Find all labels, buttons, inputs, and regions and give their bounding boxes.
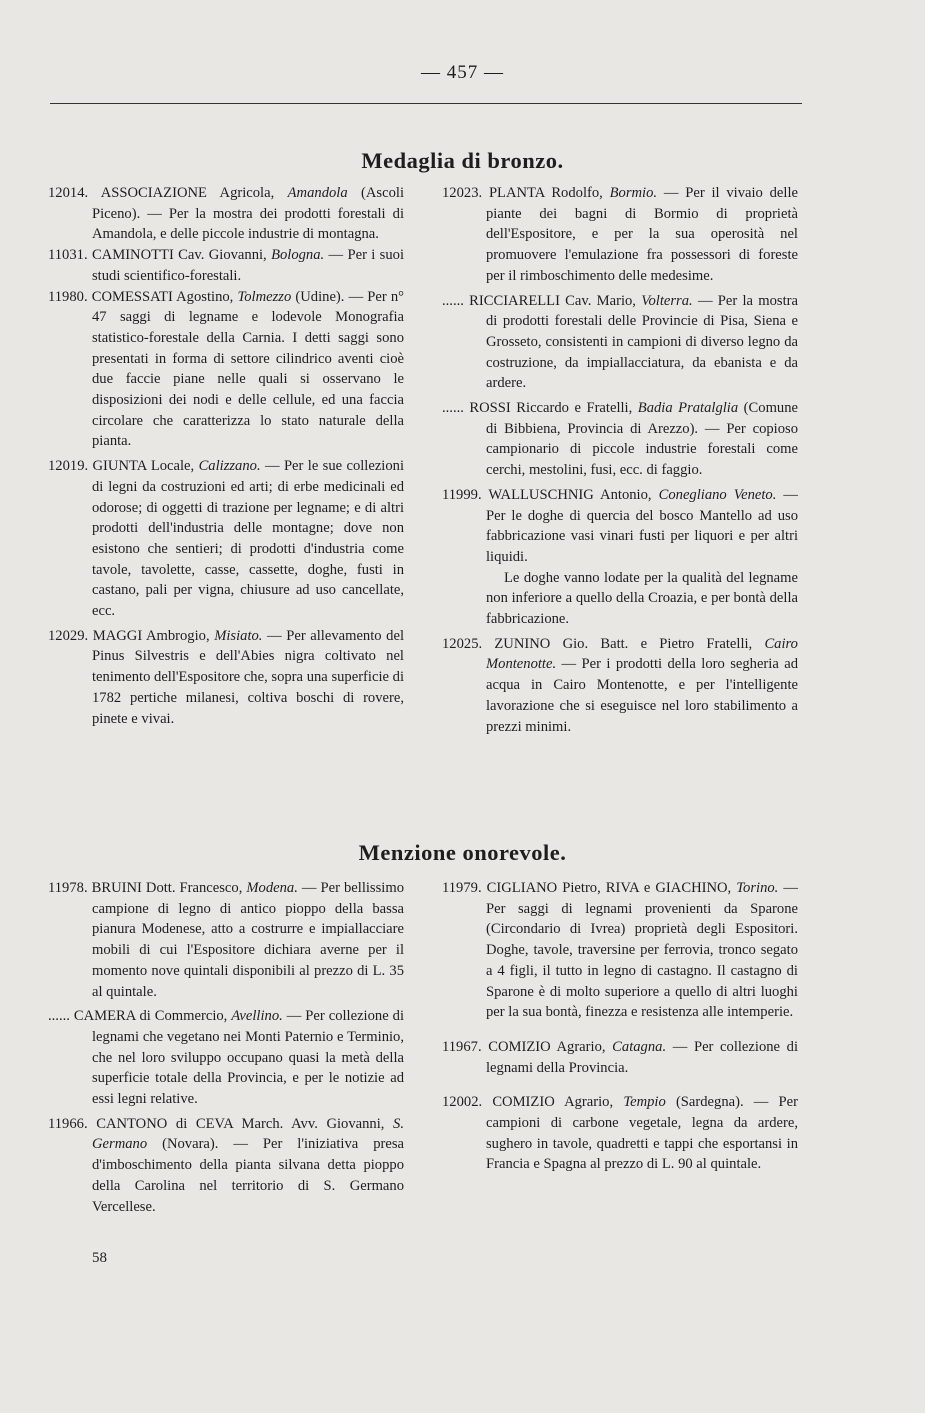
list-item: 12029. MAGGI Ambrogio, Misiato. — Per allevamento del Pinus Silvestris e dell'Abies nigra coltivato nel tenimento dell'Espositore che, sopra una superficie di 1782 pertiche milanesi, coltiva boschi di rovere, pinete e vivai. [48,627,404,727]
list-item: 11978. BRUINI Dott. Francesco, Modena. — Per bellissimo campione di legno di antico pioppo della bassa pianura Modenese, atto a costrurre e impiallacciare mobili di cui l'Espositore dichiara averne per il momento nove quintali disponibili al prezzo di L. 35 al quintale. [48,880,404,1000]
page-number: — 457 — [421,62,504,83]
list-item: 11979. CIGLIANO Pietro, RIVA e GIACHINO, Torino. — Per saggi di legnami provenienti da Sparone (Circondario di Ivrea) proprietà degli Espositori. Doghe, tavole, traversine per ferrovia, tronco segato a 4 figli, il tutto in legno di castagno. Il castagno di Sparone è di molto superiore a quello di altri luoghi per la sua bontà, finezza e resistenza alle intemperie. [442,880,798,1021]
header-rule [50,103,802,104]
list-item: ...... CAMERA di Commercio, Avellino. — Per collezione di legnami che vegetano nei Monti Paternio e Terminio, che nel loro sviluppo occupano quasi la metà della superficie totale della Provincia, e per le notizie ad essi legni relative. [48,1008,405,1108]
mention-left-column [48,878,404,1217]
list-item: ...... ROSSI Riccardo e Fratelli, Badia Pratalglia (Comune di Bibbiena, Provincia di Arezzo). — Per copioso campionario di piccole industrie forestali come cerchi, mestolini, fusi, ecc. di faggio. [442,400,798,479]
list-item: 12025. ZUNINO Gio. Batt. e Pietro Fratelli, Cairo Montenotte. — Per i prodotti della loro segheria ad acqua in Cairo Montenotte, e per l'intelligente lavorazione che si eseguisce nel loro stabilimento a prezzi minimi. [442,635,798,735]
list-item: 11966. CANTONO di CEVA March. Avv. Giovanni, S. Germano (Novara). — Per l'iniziativa presa d'imboschimento della pianta silvana detta pioppo della Carolina nel territorio di S. Germano Vercellese. [48,1115,404,1215]
entry-note: Le doghe vanno lodate per la qualità del legname non inferiore a quello della Croazia, e per bontà della fabbricazione. [486,569,798,628]
list-item: 12002. COMIZIO Agrario, Tempio (Sardegna). — Per campioni di carbone vegetale, legna da ardere, sughero in tavole, quadretti e tappi che esportansi in Francia e Spagna al prezzo di L. 90 al quintale. [442,1094,798,1173]
list-item: 11980. COMESSATI Agostino, Tolmezzo (Udine). — Per n° 47 saggi di legname e lodevole Monografia statistico-forestale della Carnia. I detti saggi sono presentati in forma di settore cilindrico aventi cioè due faccie piane nelle quali si osservano le disposizioni dei nodi e delle cellule, ed una faccia circolare che caratterizza lo stato naturale della pianta. [48,288,404,450]
mention-right-column [442,878,798,1175]
list-item: 12023. PLANTA Rodolfo, Bormio. — Per il vivaio delle piante dei bagni di Bormio di proprietà dell'Espositore, e per la sua operosità nel promuovere l'emulazione fra possessori di foreste per il rimboschimento delle medesime. [442,185,798,284]
section-heading-honorable-mention: Menzione onorevole. [358,840,567,865]
section-heading-bronze: Medaglia di bronzo. [361,148,564,173]
list-item: 12019. GIUNTA Locale, Calizzano. — Per le sue collezioni di legni da costruzioni ed arti; di erbe medicinali ed odorose; di oggetti di trazione per legname; e di altri prodotti dell'industria delle montagne; dove non esistono che sentieri; di prodotti d'industria come tavole, tavolette, casse, cassette, doghe, fusti in castano, pali per vigna, chiusure ad uso cancellate, ecc. [48,458,405,620]
bronze-left-column [48,183,404,729]
list-item: 11967. COMIZIO Agrario, Catagna. — Per collezione di legnami della Provincia. [442,1038,798,1076]
list-item: 11031. CAMINOTTI Cav. Giovanni, Bologna. — Per i suoi studi scientifico-forestali. [48,247,405,284]
list-item: ...... RICCIARELLI Cav. Mario, Volterra. — Per la mostra di prodotti forestali delle Provincie di Pisa, Siena e Grosseto, consistenti in campioni di diverso legno da costruzione, da impiallacciatura, da ebanista e da ardere. [442,292,798,392]
signature-mark: 58 [92,1250,107,1266]
list-item: 12014. ASSOCIAZIONE Agricola, Amandola (Ascoli Piceno). — Per la mostra dei prodotti forestali di Amandola, e delle piccole industrie di montagna. [48,185,404,243]
bronze-right-column [442,183,798,737]
list-item: 11999. WALLUSCHNIG Antonio, Conegliano Veneto. — Per le doghe di quercia del bosco Mantello ad uso fabbricazione vasi vinari fusti per liquori e per altri liquidi. [442,486,799,565]
